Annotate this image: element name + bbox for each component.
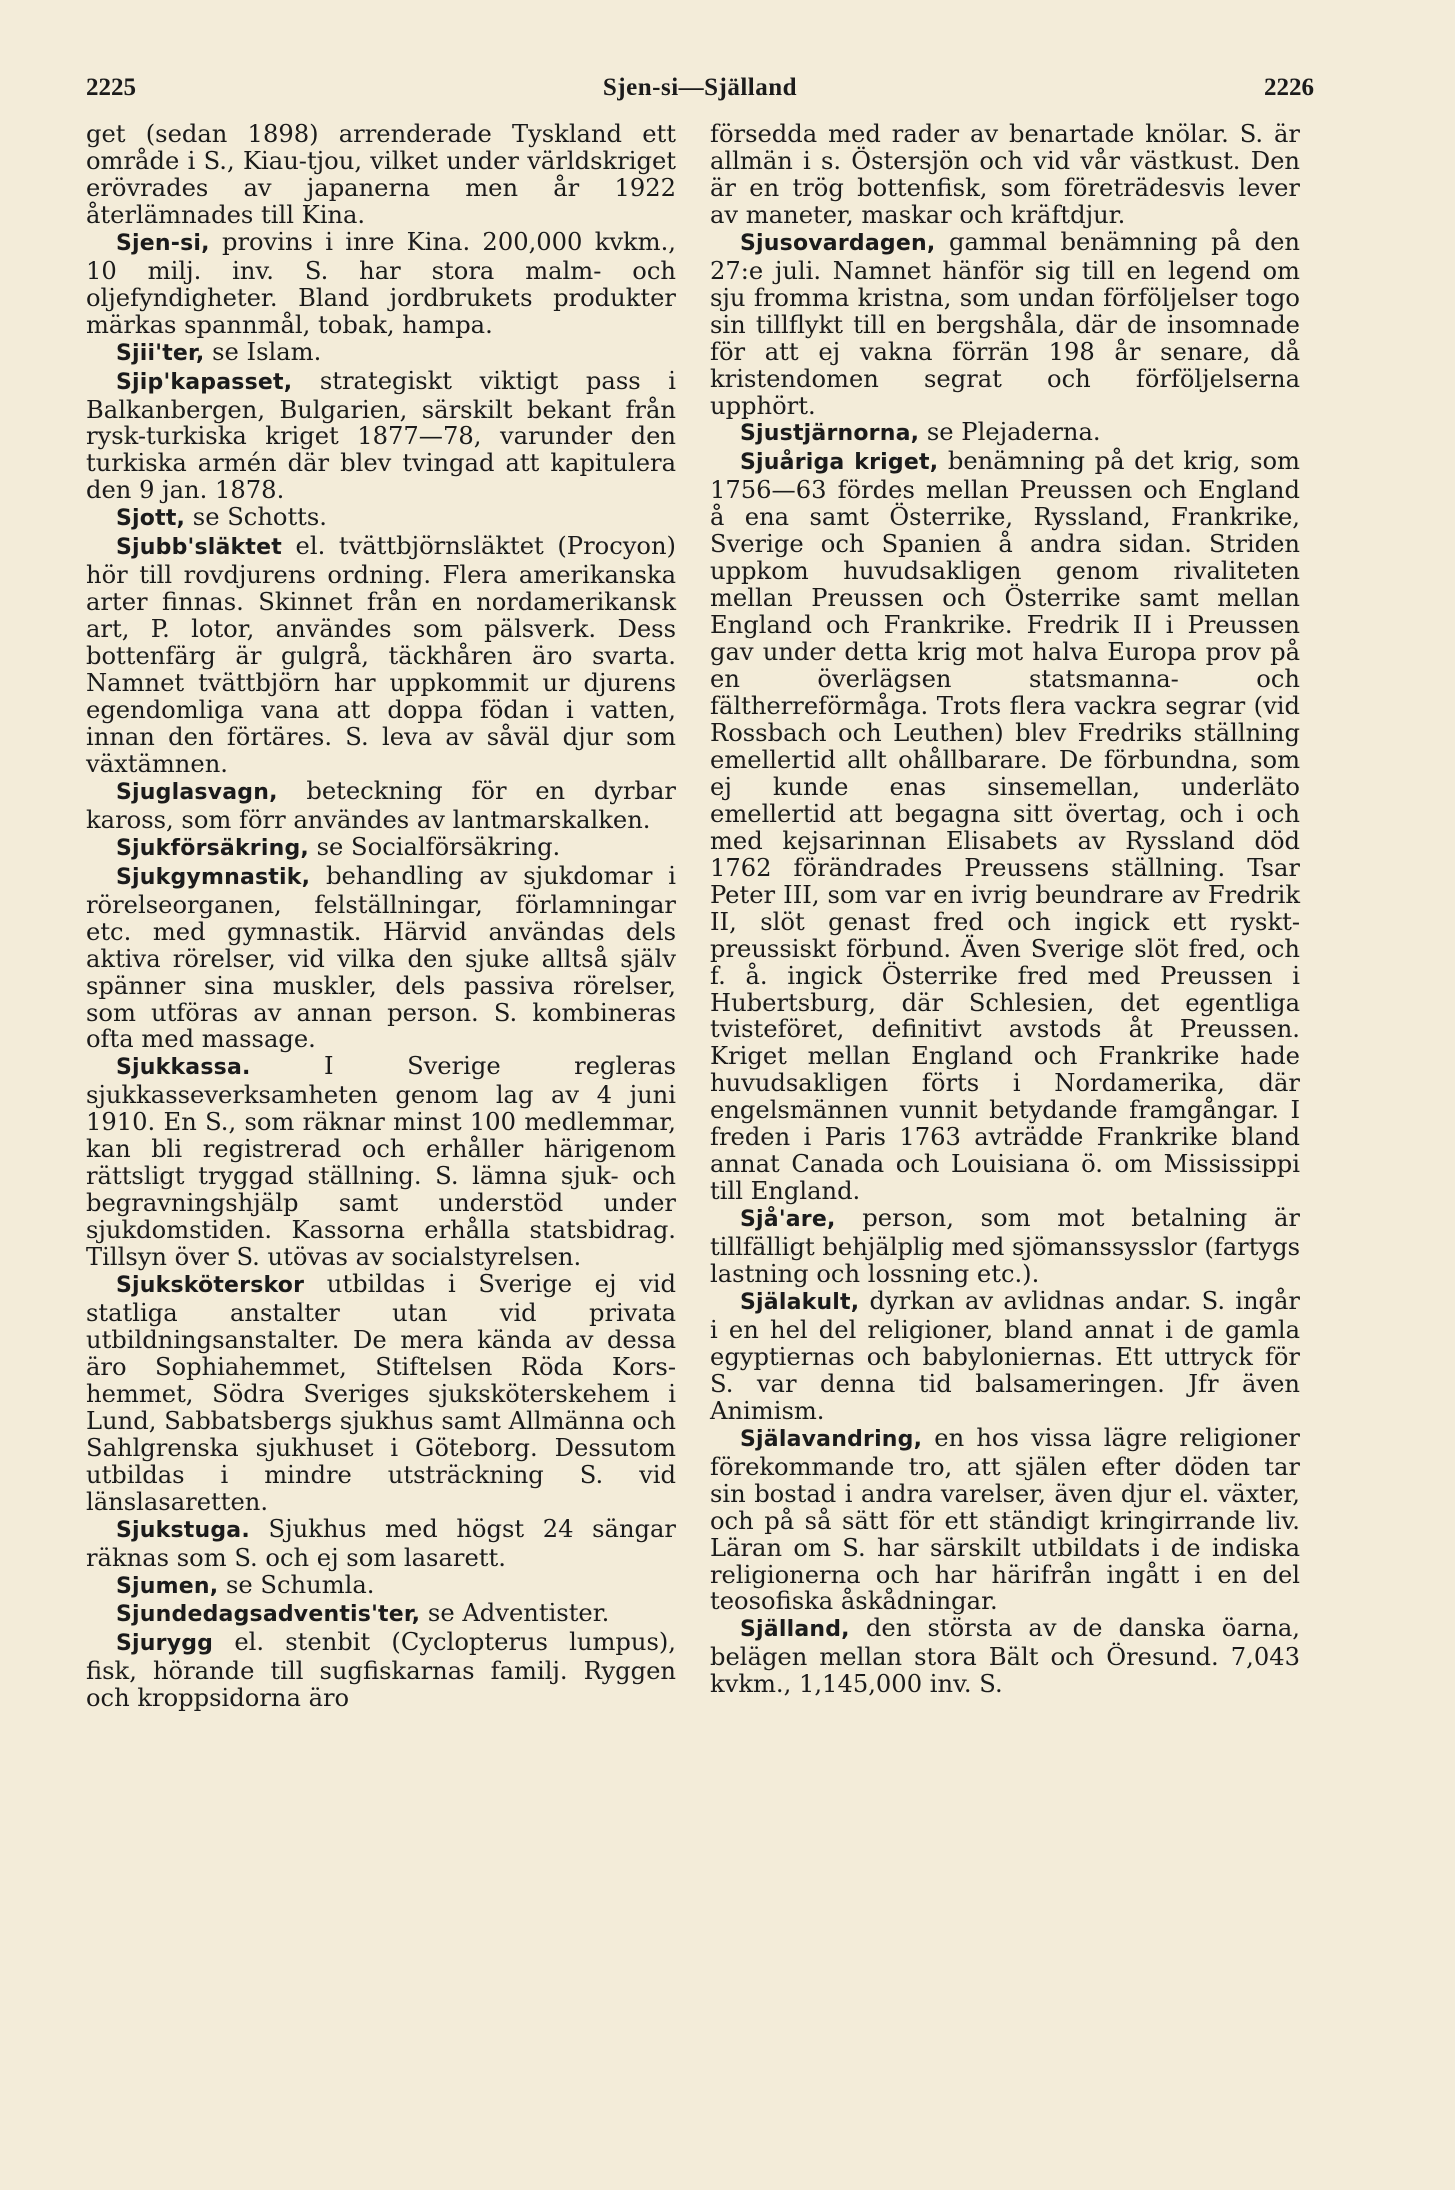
entry-text: person, som mot betalning är tillfälligt behjälplig med sjömanssysslor (fartygs lastning och lossning etc.).: [710, 1204, 1300, 1289]
entry-term: Själavandring,: [740, 1426, 923, 1452]
entry-sjubbslaktet: [86, 533, 676, 778]
entry-text: Sjukhus med högst 24 sängar räknas som S. och ej som lasarett.: [86, 1514, 676, 1572]
entry-term: Sjå'are,: [740, 1207, 836, 1233]
entry-term: Sjukförsäkring,: [116, 835, 309, 861]
entry-term: Själland,: [740, 1617, 850, 1643]
entry-term: Sjusovardagen,: [740, 230, 936, 256]
entry-term: Sjen-si,: [116, 230, 210, 256]
entry-term: Själakult,: [740, 1289, 860, 1315]
entry-text: gammal benämning på den 27:e juli. Namnet hänför sig till en legend om sju fromma kristna, som undan förföljelser togo sin tillflykt till en bergshåla, där de insomnade för att ej vakna förrän 198 år senare, då kristendomen segrat och förföljelserna upphört.: [710, 227, 1300, 420]
entry-term: Sjukgymnastik,: [116, 864, 311, 890]
entry-sjukgymnastik: [86, 863, 676, 1054]
entry-term: Sjuksköterskor: [116, 1273, 305, 1299]
entry-text: se Islam.: [204, 337, 322, 366]
entry-sjukstuga: [86, 1516, 676, 1572]
entry-sjipkapasset: [86, 368, 676, 505]
left-page-number: 2225: [86, 74, 136, 101]
entry-term: Sjukstuga.: [116, 1517, 250, 1543]
entry-continuation: [86, 121, 676, 229]
entry-sjundedagsadventister: [86, 1600, 676, 1629]
right-page-number: 2226: [1264, 74, 1314, 101]
entry-text: se Plejaderna.: [919, 418, 1101, 447]
entry-term: Sjuåriga kriget,: [740, 450, 939, 476]
entry-sjott: [86, 504, 676, 533]
page-header: [86, 74, 1314, 110]
entry-text: den största av de danska öarna, belägen mellan stora Bält och Öresund. 7,043 kvkm., 1,145,000 inv. S.: [710, 1614, 1300, 1699]
entry-sjumen: [86, 1572, 676, 1601]
entry-term: Sjubb'släktet: [116, 535, 282, 561]
entry-text: strategiskt viktigt pass i Balkanbergen, Bulgarien, särskilt bekant från rysk-turkiska kriget 1877—78, varunder den turkiska armén där blev tvingad att kapitulera den 9 jan. 1878.: [86, 366, 676, 505]
entry-text: se Socialförsäkring.: [308, 832, 561, 861]
entry-text: get (sedan 1898) arrenderade Tyskland ett område i S., Kiau-tjou, vilket under världskriget erövrades av japanerna men år 1922 återlämnades till Kina.: [86, 120, 676, 229]
entry-text: provins i inre Kina. 200,000 kvkm., 10 milj. inv. S. har stora malm- och oljefyndigheter. Bland jordbrukets produkter märkas spannmål, tobak, hampa.: [86, 227, 676, 339]
entry-sjalland: [710, 1615, 1300, 1698]
entry-sjuglasvagn: [86, 778, 676, 834]
entry-term: Sjii'ter,: [116, 340, 205, 366]
entry-text: el. stenbit (Cyclopterus lumpus), fisk, hörande till sugfiskarnas familj. Ryggen och kroppsidorna äro: [86, 1628, 676, 1713]
entry-sjalakult: [710, 1288, 1300, 1425]
entry-term: Sjustjärnorna,: [740, 421, 920, 447]
entry-text: dyrkan av avlidnas andar. S. ingår i en hel del religioner, bland annat i de gamla egyptiernas och babyloniernas. Ett uttryck för S. var denna tid balsameringen. Jfr även Animism.: [710, 1286, 1300, 1425]
entry-term: Sjurygg: [116, 1631, 214, 1657]
entry-sjalavandring: [710, 1425, 1300, 1616]
entry-text: benämning på det krig, som 1756—63 fördes mellan Preussen och England å ena samt Österrike, Ryssland, Frankrike, Sverige och Spanien å andra sidan. Striden uppkom huvudsakligen genom rivaliteten mellan Preussen och Österrike samt mellan England och Frankrike. Fredrik II i Preussen gav under detta krig mot halva Europa prov på en överlägsen statsmanna- och fältherreförmåga. Trots flera vackra segrar (vid Rossbach och Leuthen) blev Fredriks ställning emellertid allt ohållbarare. De förbundna, som ej kunde enas sinsemellan, underläto emellertid att begagna sitt övertag, och i och med kejsarinnan Elisabets av Ryssland död 1762 förändrades Preussens ställning. Tsar Peter III, som var en ivrig beundrare av Fredrik II, slöt genast fred och ingick ett ryskt-preussiskt förbund. Även Sverige slöt fred, och f. å. ingick Österrike fred med Preussen i Hubertsburg, där Schlesien, det egentliga tvisteföret, definitivt avstods åt Preussen. Kriget mellan England och Frankrike hade huvudsakligen förts i Nordamerika, där engelsmännen vunnit betydande framgångar. I freden i Paris 1763 avträdde Frankrike bland annat Canada och Louisiana ö. om Mississippi till England.: [710, 447, 1300, 1206]
running-title: Sjen-si—Själland: [602, 74, 798, 101]
entry-sjurygg: [86, 1629, 676, 1712]
entry-term: Sjundedagsadventis'ter,: [116, 1602, 421, 1628]
entry-text: behandling av sjukdomar i rörelseorganen, felställningar, förlamningar etc. med gymnastik. Härvid användas dels aktiva rörelser, vid vilka den sjuke alltså själv spänner sina muskler, dels passiva rörelser, som utföras av annan person. S. kombineras ofta med massage.: [86, 861, 676, 1054]
entry-term: Sjip'kapasset,: [116, 369, 293, 395]
entry-text: utbildas i Sverige ej vid statliga anstalter utan vid privata utbildningsanstalter. De mera kända av dessa äro Sophiahemmet, Stiftelsen Röda Kors-hemmet, Södra Sveriges sjuksköterskehem i Lund, Sabbatsbergs sjukhus samt Allmänna och Sahlgrenska sjukhuset i Göteborg. Dessutom utbildas i mindre utsträckning S. vid länslasaretten.: [86, 1270, 676, 1516]
entry-text: se Schotts.: [185, 503, 327, 532]
entry-term: Sjott,: [116, 506, 186, 532]
left-column: [86, 121, 676, 1712]
entry-sjen-si: [86, 229, 676, 339]
entry-text: försedda med rader av benartade knölar. S. är allmän i s. Östersjön och vid vår västkust. Den är en trög bottenfisk, som företrädesvis lever av maneter, maskar och kräftdjur.: [710, 120, 1300, 229]
entry-sjuariga-kriget: [710, 448, 1300, 1205]
entry-text: I Sverige regleras sjukkasseverksamheten genom lag av 4 juni 1910. En S., som räknar minst 100 medlemmar, kan bli registrerad och erhåller härigenom rättsligt tryggad ställning. S. lämna sjuk- och begravningshjälp samt understöd under sjukdomstiden. Kassorna erhålla statsbidrag. Tillsyn över S. utövas av socialstyrelsen.: [86, 1052, 676, 1272]
entry-sjukskoterskor: [86, 1271, 676, 1516]
entry-text: se Schumla.: [218, 1570, 375, 1599]
entry-text: se Adventister.: [420, 1599, 610, 1628]
entry-sjustjarnorna: [710, 419, 1300, 448]
entry-term: Sjumen,: [116, 1573, 219, 1599]
entry-sjusovardagen: [710, 229, 1300, 420]
entry-continuation: [710, 121, 1300, 229]
right-column: [710, 121, 1300, 1698]
entry-sjukforsakring: [86, 834, 676, 863]
entry-sjaare: [710, 1205, 1300, 1288]
entry-text: en hos vissa lägre religioner förekommande tro, att själen efter döden tar sin bostad i andra varelser, även djur el. växter, och på så sätt för ett ständigt kringirrande liv. Läran om S. har särskilt utbildats i de indiska religionerna och har härifrån ingått i en del teosofiska åskådningar.: [710, 1423, 1300, 1616]
entry-term: Sjukkassa.: [116, 1055, 251, 1081]
entry-text: beteckning för en dyrbar kaross, som förr användes av lantmarskalken.: [86, 776, 676, 834]
entry-sjiiter: [86, 339, 676, 368]
entry-text: el. tvättbjörnsläktet (Procyon) hör till rovdjurens ordning. Flera amerikanska arter finnas. Skinnet från en nordamerikansk art, P. lotor, användes som pälsverk. Dess bottenfärg är gulgrå, täckhåren äro svarta. Namnet tvättbjörn har uppkommit ur djurens egendomliga vana att doppa födan i vatten, innan den förtäres. S. leva av såväl djur som växtämnen.: [86, 532, 676, 778]
entry-sjukkassa: [86, 1053, 676, 1271]
entry-term: Sjuglasvagn,: [116, 779, 278, 805]
